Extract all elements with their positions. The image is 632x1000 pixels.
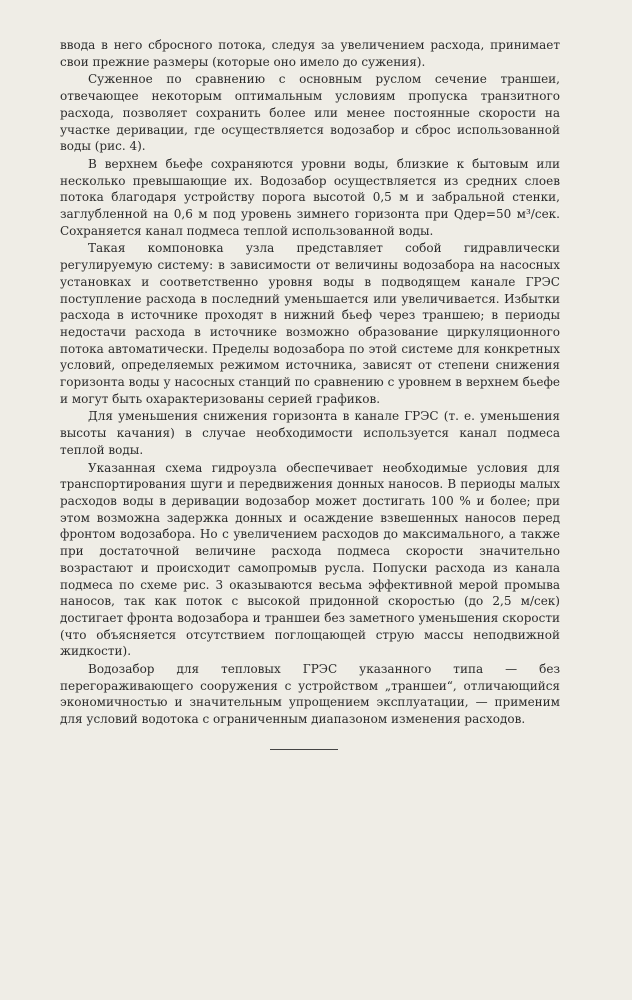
paragraph-conclusion: Водозабор для тепловых ГРЭС указанного типа — без перегораживающего сооружения с устройством „траншеи“, отличающийся экономичностью и значительным упрощением эксплуатации, — применим для условий водотока с ограниченным диапазоном изменения расходов. bbox=[60, 662, 560, 727]
paragraph-narrowed-section: Суженное по сравнению с основным руслом сечение траншеи, отвечающее некоторым оптимальным условиям пропуска транзитного расхода, позволяет сохранить более или менее постоянные скорости на участке деривации, где осуществляется водозабор и сброс использованной воды (рис. 4). bbox=[60, 72, 560, 154]
paragraph-horizon-reduction: Для уменьшения снижения горизонта в канале ГРЭС (т. е. уменьшения высоты качания) в случае необходимости используется канал подмеса теплой воды. bbox=[60, 409, 560, 457]
paragraph-continuation: ввода в него сбросного потока, следуя за увеличением расхода, принимает свои прежние размеры (которые оно имело до сужения). bbox=[60, 38, 560, 69]
paragraph-layout-system: Такая компоновка узла представляет собой гидравлически регулируемую систему: в зависимости от величины водозабора на насосных установках и соответственно уровня воды в подводящем канале ГРЭС поступление расхода в последний уменьшается или увеличивается. Избытки расхода в источнике проходят в нижний бьеф через траншею; в периоды недостачи расхода в источнике возможно образование циркуляционного потока автоматически. Пределы водозабора по этой системе для конкретных условий, определяемых режимом источника, зависят от степени снижения горизонта воды у насосных станций по сравнению с уровнем в верхнем бьефе и могут быть охарактеризованы серией графиков. bbox=[60, 241, 560, 406]
paragraph-sediment-transport: Указанная схема гидроузла обеспечивает необходимые условия для транспортирования шуги и передвижения донных наносов. В периоды малых расходов воды в деривации водозабор может достигать 100 % и более; при этом возможна задержка донных и осаждение взвешенных наносов перед фронтом водозабора. Но с увеличением расходов до максимального, а также при достаточной величине расхода подмеса скорости значительно возрастают и происходит самопромыв русла. Попуски расхода из канала подмеса по схеме рис. 3 оказываются весьма эффективной мерой промыва наносов, так как поток с высокой придонной скоростью (до 2,5 м/сек) достигает фронта водозабора и траншеи без заметного уменьшения скорости (что объясняется отсутствием поглощающей струю массы неподвижной жидкости). bbox=[60, 460, 560, 659]
body-text bbox=[60, 37, 560, 728]
paragraph-upper-pool: В верхнем бьефе сохраняются уровни воды, близкие к бытовым или несколько превышающие их. Водозабор осуществляется из средних слоев потока благодаря устройству порога высотой 0,5 м и забральной стенки, заглубленной на 0,6 м под уровень зимнего горизонта при Qдер=50 м³/сек. Сохраняется канал подмеса теплой использованной воды. bbox=[60, 156, 560, 238]
end-divider bbox=[270, 749, 338, 750]
